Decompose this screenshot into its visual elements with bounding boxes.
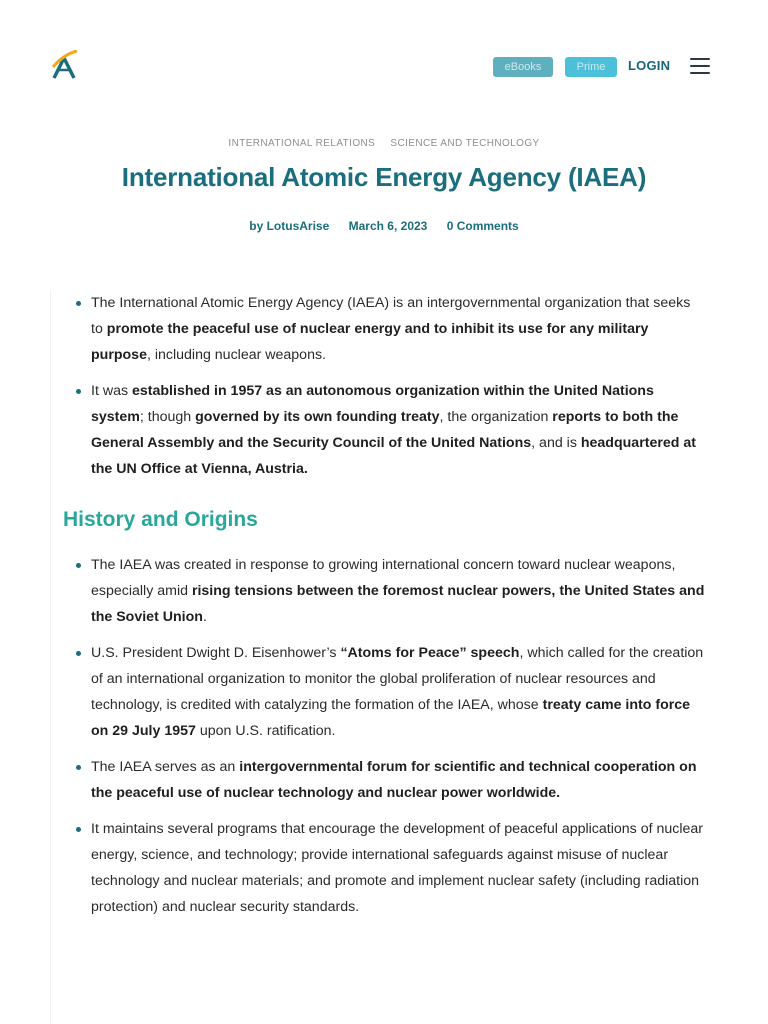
list-item: [91, 290, 711, 368]
list-item: [91, 378, 711, 482]
lotusarise-logo-icon[interactable]: [50, 50, 78, 80]
post-date[interactable]: March 6, 2023: [348, 219, 428, 233]
post-meta: [0, 219, 768, 233]
list-item: [91, 640, 711, 744]
text: It was: [91, 383, 132, 399]
text: , including nuclear weapons.: [146, 347, 327, 363]
bold-text: rising tensions between the foremost nuclear powers, the United States and the Soviet Union: [91, 583, 705, 625]
ebooks-button[interactable]: eBooks: [493, 57, 553, 77]
category-link-international-relations[interactable]: INTERNATIONAL RELATIONS: [228, 138, 376, 149]
bold-text: headquartered at the UN Office at Vienna, Austria.: [91, 435, 696, 477]
bold-text: “Atoms for Peace” speech: [340, 645, 520, 661]
section-heading: History and Origins: [63, 508, 258, 531]
intro-list: [51, 290, 711, 482]
bold-text: reports to both the General Assembly and the Security Council of the United Nations: [91, 409, 679, 451]
text: , and is: [531, 435, 581, 451]
category-links: [0, 138, 768, 149]
text: The IAEA serves as an: [91, 759, 240, 775]
text: .: [202, 609, 207, 625]
text: ; though: [139, 409, 196, 425]
history-list: [51, 552, 711, 920]
bold-text: intergovernmental forum for scientific and technical cooperation on the peaceful use of nuclear technology and nuclear power worldwide.: [91, 759, 697, 801]
text: The International Atomic Energy Agency (IAEA) is an intergovernmental organization that seeks to: [91, 295, 691, 337]
text: , which called for the creation of an international organization to monitor the global proliferation of nuclear resources and technology, is credited with catalyzing the formation of the IAEA, whose: [91, 645, 704, 713]
text: , the organization: [439, 409, 553, 425]
bold-text: established in 1957 as an autonomous organization within the United Nations system: [91, 383, 654, 425]
text: The IAEA was created in response to growing international concern toward nuclear weapons, especially amid: [91, 557, 676, 599]
text: U.S. President Dwight D. Eisenhower’s: [91, 645, 341, 661]
list-item: [91, 816, 711, 920]
comments-link[interactable]: 0 Comments: [446, 219, 519, 233]
author-link[interactable]: by LotusArise: [249, 219, 330, 233]
text: upon U.S. ratification.: [195, 723, 336, 739]
login-link[interactable]: LOGIN: [628, 58, 671, 73]
list-item: [91, 754, 711, 806]
page-title: International Atomic Energy Agency (IAEA): [121, 162, 647, 192]
bold-text: governed by its own founding treaty: [195, 409, 440, 425]
hamburger-menu-icon[interactable]: [690, 58, 710, 74]
prime-button[interactable]: Prime: [565, 57, 617, 77]
text: It maintains several programs that encourage the development of peaceful applications of nuclear energy, science, and technology; provide international safeguards against misuse of nuclear technology and nuclear materials; and promote and implement nuclear safety (including radiation protection) and nuclear security standards.: [91, 821, 704, 915]
article-body: [50, 290, 711, 1024]
site-header: [0, 0, 768, 120]
bold-text: promote the peaceful use of nuclear energy and to inhibit its use for any military purpose: [91, 321, 649, 363]
bold-text: treaty came into force on 29 July 1957: [91, 697, 691, 739]
list-item: [91, 552, 711, 630]
category-link-science-technology[interactable]: SCIENCE AND TECHNOLOGY: [390, 138, 540, 149]
